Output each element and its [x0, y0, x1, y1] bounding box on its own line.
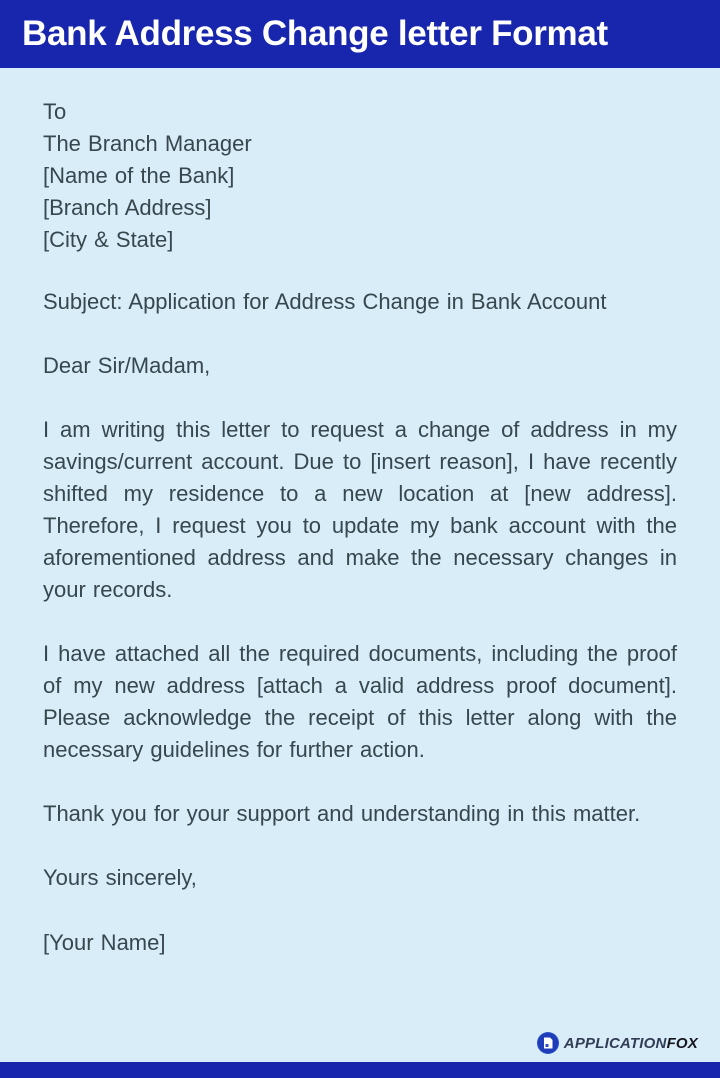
document-icon [537, 1032, 559, 1054]
recipient-line: [Branch Address] [43, 195, 212, 220]
paragraph: I am writing this letter to request a change of address in my savings/current account. Due to [insert reason], I have recently shifted my residence to a new location at [new address]. Therefore, I request you to update my bank account with the aforementioned address and make the necessary changes in your records. [43, 417, 677, 602]
page-title: Bank Address Change letter Format [22, 14, 608, 53]
recipient-line: To [43, 99, 67, 124]
closing-line: Yours sincerely, [43, 865, 197, 890]
salutation: Dear Sir/Madam, [43, 353, 211, 378]
footer-bar [0, 1062, 720, 1078]
signature-placeholder: [Your Name] [43, 930, 166, 955]
brand-logo [537, 1032, 698, 1054]
brand-text-secondary: FOX [666, 1034, 698, 1052]
paragraph: Thank you for your support and understanding in this matter. [43, 801, 641, 826]
subject-line: Subject: Application for Address Change in Bank Account [43, 289, 607, 314]
brand-wordmark [564, 1035, 698, 1052]
paragraph: I have attached all the required documents, including the proof of my new address [attach a valid address proof document]. Please acknowledge the receipt of this letter along with the necessary guidelines for further action. [43, 641, 677, 762]
recipient-line: [City & State] [43, 227, 174, 252]
recipient-line: [Name of the Bank] [43, 163, 235, 188]
letter-body [0, 68, 720, 959]
recipient-block [43, 96, 677, 256]
brand-text-primary: APPLICATION [563, 1034, 667, 1052]
recipient-line: The Branch Manager [43, 131, 252, 156]
header-bar [0, 0, 720, 68]
